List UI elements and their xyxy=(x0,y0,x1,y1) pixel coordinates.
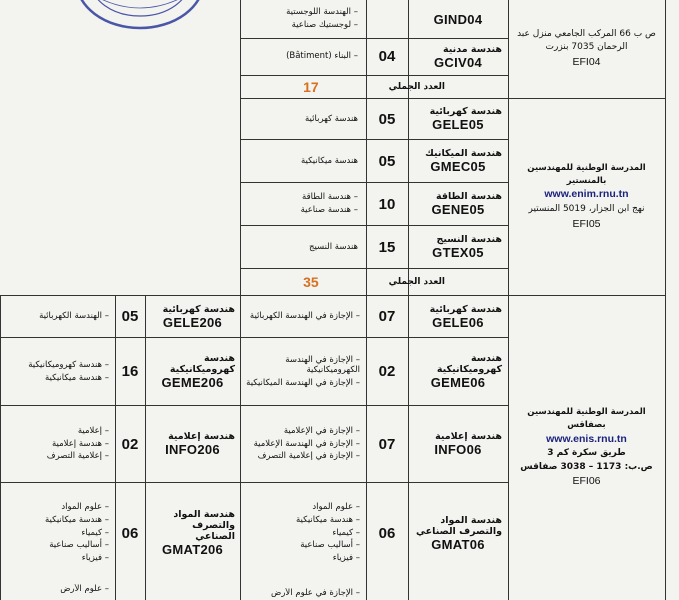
seats-count: 02 xyxy=(378,363,396,380)
program-cell: هندسة كهربائية GELE05 xyxy=(429,106,502,132)
spec-list: – هندسة الطاقة – هندسة صناعية xyxy=(300,192,358,215)
cut-off-text: – علوم الأرض xyxy=(60,584,109,594)
spec-list: – هندسة كهروميكانيكية – هندسة ميكانيكية xyxy=(28,359,109,383)
school-info-efi06: المدرسة الوطنية للمهندسين بصفاقس www.enis.rnu.tn طريق سكرة كم 3 ص.ب: 1173 – 3038 صفاقس EFI06 xyxy=(508,296,665,600)
spec-list: – الإجازة في الإعلامية – الإجازة في الهندسة الإعلامية – الإجازة في إعلامية التصرف xyxy=(253,426,360,462)
program-cell: هندسة الطاقة GENE05 xyxy=(431,191,502,217)
total-label: العدد الجملي xyxy=(388,277,445,287)
spec-list: – الهندسة الكهربائية xyxy=(39,311,109,322)
spec-list: – البناء (Bâtiment) xyxy=(286,51,358,62)
total-row xyxy=(240,76,508,98)
seats-count: 07 xyxy=(378,435,396,453)
program-cell: هندسة إعلامية INFO206 xyxy=(165,431,235,457)
seats-count: 10 xyxy=(378,195,396,213)
total-value: 35 xyxy=(303,274,319,290)
program-cell xyxy=(408,0,508,38)
seats-count: 04 xyxy=(378,48,396,65)
seats-count: 05 xyxy=(121,308,139,325)
program-cell: هندسة كهربائية GELE06 xyxy=(429,303,502,330)
program-cell: هندسة كهروميكانيكية GEME206 xyxy=(161,353,235,390)
school-website-link[interactable]: www.enim.rnu.tn xyxy=(544,188,629,201)
total-row xyxy=(240,269,508,295)
program-cell: هندسة كهروميكانيكية GEME06 xyxy=(430,353,502,390)
program-cell: هندسة النسيج GTEX05 xyxy=(432,234,502,260)
spec-list: – علوم المواد – هندسة ميكانيكية – كيمياء – أساليب صناعية – فيزياء xyxy=(296,502,360,563)
total-value: 17 xyxy=(303,79,319,95)
seats-count: 16 xyxy=(121,363,139,380)
seats-count: 05 xyxy=(378,110,396,128)
rule xyxy=(665,0,666,600)
cut-off-text: – الإجازة في علوم الأرض xyxy=(271,588,360,598)
spec-list: – الإجازة في الهندسة الكهروميكانيكية – الإجازة في الهندسة الميكانيكية xyxy=(246,354,360,388)
seats-count: 02 xyxy=(121,435,139,453)
seats-count: 07 xyxy=(378,308,396,325)
spec-list: – الإجازة في الهندسة الكهربائية xyxy=(249,311,360,322)
spec-list: – الهندسة اللوجستية – لوجستيك صناعية xyxy=(286,7,358,30)
spec-list: – علوم المواد – هندسة ميكانيكية – كيمياء – أساليب صناعية – فيزياء xyxy=(45,502,109,563)
program-cell: هندسة إعلامية INFO06 xyxy=(434,431,502,457)
total-label: العدد الجملي xyxy=(388,82,445,92)
seats-count: 15 xyxy=(378,238,396,256)
official-seal xyxy=(70,0,210,32)
seats-count: 06 xyxy=(378,524,396,542)
spec-list: هندسة كهربائية xyxy=(305,113,358,124)
spec-list: هندسة النسيج xyxy=(308,241,358,252)
program-cell: هندسة مدنية GCIV04 xyxy=(433,43,502,70)
program-cell: هندسة المواد والتصرف الصناعي GMAT06 xyxy=(416,514,502,552)
school-info-efi05: المدرسة الوطنية للمهندسين بالمنستير www.enim.rnu.tn نهج ابن الجزار، 5019 المنستير EFI05 xyxy=(508,99,665,295)
school-info-efi04: ص ب 66 المركب الجامعي منزل عبد الرحمان 7035 بنزرت EFI04 xyxy=(517,28,656,68)
program-cell: هندسة المواد والتصرف الصناعي GMAT206 xyxy=(161,509,235,557)
program-cell: هندسة كهربائية GELE206 xyxy=(162,303,235,330)
seats-count: 05 xyxy=(378,152,396,170)
spec-list: – إعلامية – هندسة إعلامية – إعلامية التصرف xyxy=(46,426,109,462)
school-website-link[interactable]: www.enis.rnu.tn xyxy=(546,432,627,445)
program-cell: هندسة الميكانيك GMEC05 xyxy=(425,148,502,174)
program-code: GIND04 xyxy=(433,11,483,27)
spec-list: هندسة ميكانيكية xyxy=(300,155,358,166)
seats-count: 06 xyxy=(121,524,139,542)
